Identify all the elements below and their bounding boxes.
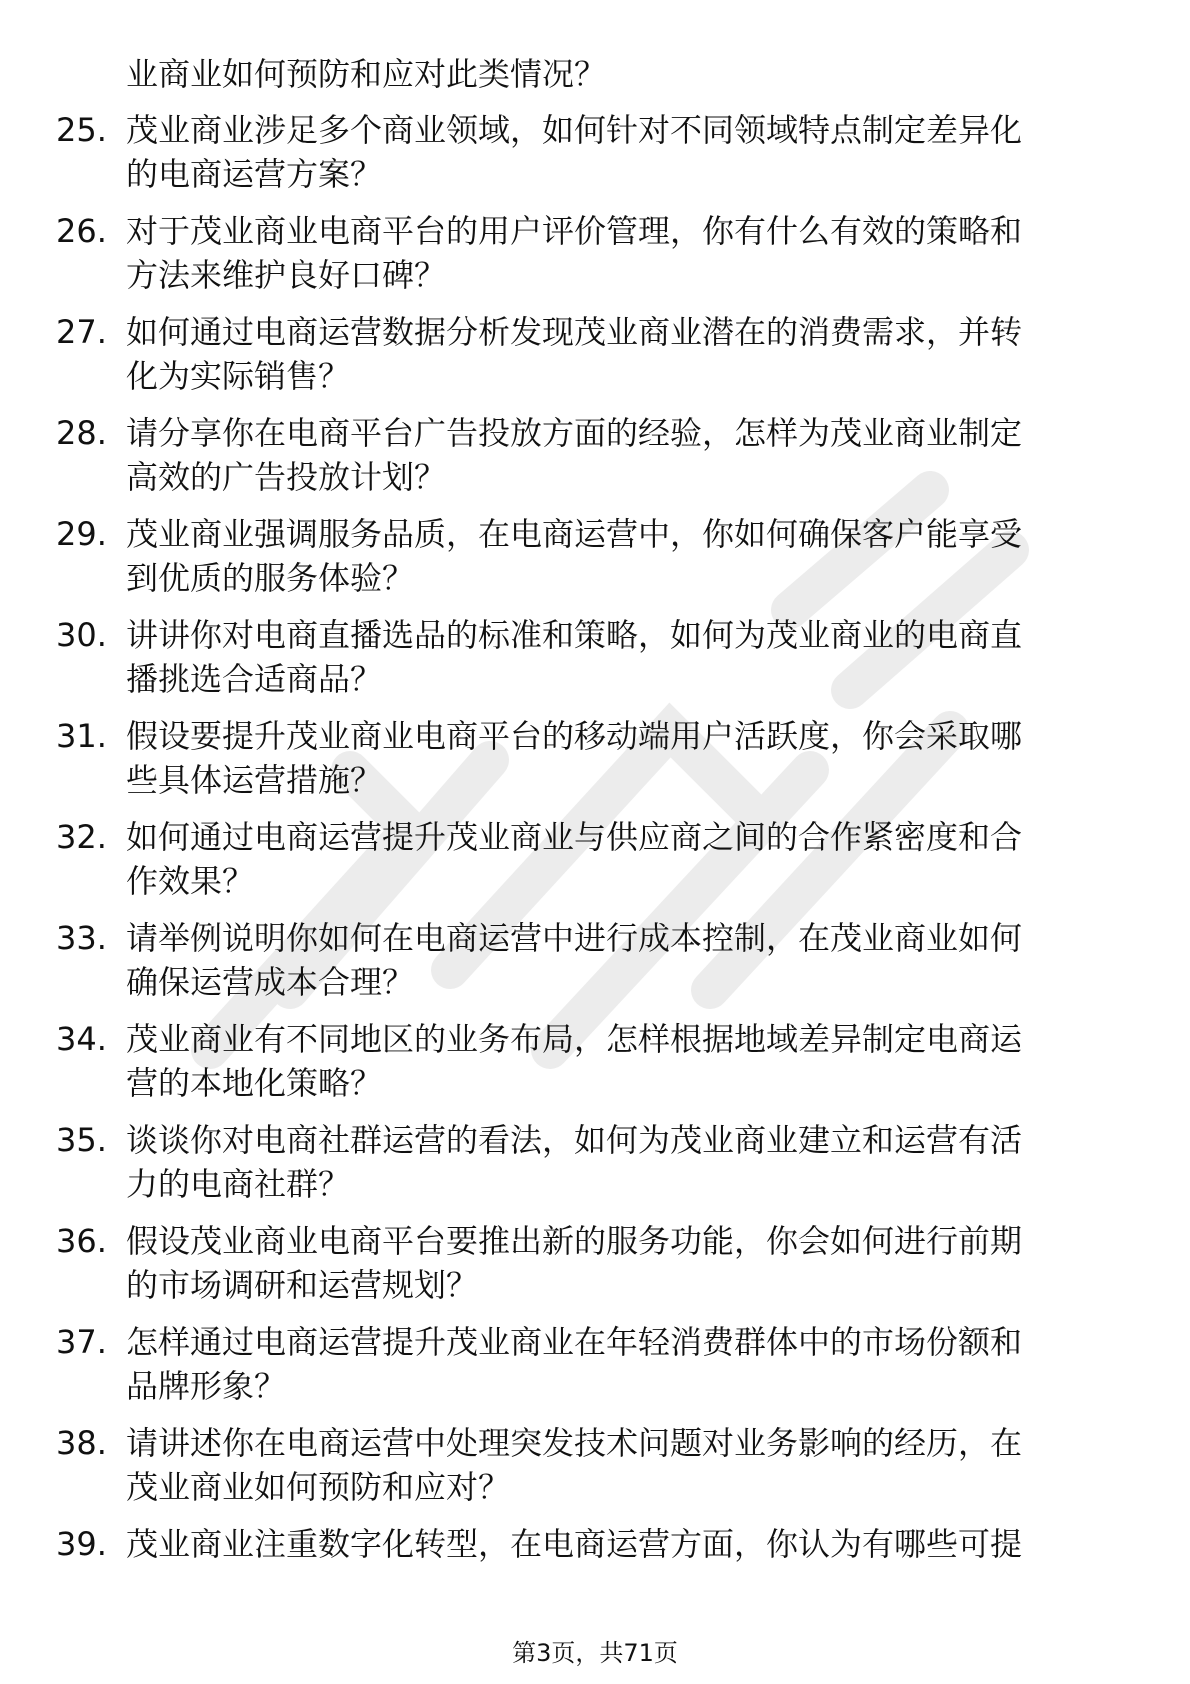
question-text <box>126 916 1116 1004</box>
question-text <box>126 613 1116 701</box>
question-text-line: 假设要提升茂业商业电商平台的移动端用户活跃度，你会采取哪 <box>126 717 1023 755</box>
question-text <box>126 209 1116 297</box>
question-text <box>126 1421 1116 1509</box>
question-text-line: 茂业商业如何预防和应对？ <box>126 1468 511 1506</box>
question-text <box>126 1118 1116 1206</box>
question-text <box>126 411 1116 499</box>
question-item <box>0 1118 1190 1219</box>
question-item <box>0 512 1190 613</box>
continuation-line: 业商业如何预防和应对此类情况？ <box>126 55 607 93</box>
question-item <box>0 916 1190 1017</box>
question-list <box>0 108 1190 1623</box>
question-text-line: 确保运营成本合理？ <box>126 963 415 1001</box>
question-number: 36. <box>56 1222 107 1260</box>
page-footer: 第3页，共71页 <box>512 1639 678 1667</box>
question-text <box>126 108 1116 196</box>
question-number: 38. <box>56 1424 107 1462</box>
question-text-line: 茂业商业有不同地区的业务布局，怎样根据地域差异制定电商运 <box>126 1020 1023 1058</box>
question-number: 26. <box>56 212 107 250</box>
question-text-line: 高效的广告投放计划？ <box>126 458 447 496</box>
question-text <box>126 310 1116 398</box>
question-text <box>126 1522 1116 1566</box>
question-text-line: 到优质的服务体验？ <box>126 559 415 597</box>
question-item <box>0 714 1190 815</box>
question-item <box>0 1017 1190 1118</box>
question-text <box>126 714 1116 802</box>
question-text <box>126 512 1116 600</box>
question-text-line: 假设茂业商业电商平台要推出新的服务功能，你会如何进行前期 <box>126 1222 1023 1260</box>
question-text-line: 作效果？ <box>126 862 255 900</box>
question-item <box>0 1320 1190 1421</box>
question-item <box>0 411 1190 512</box>
question-number: 29. <box>56 515 107 553</box>
question-number: 25. <box>56 111 107 149</box>
question-text-line: 茂业商业注重数字化转型，在电商运营方面，你认为有哪些可提 <box>126 1525 1023 1563</box>
question-text-line: 请分享你在电商平台广告投放方面的经验，怎样为茂业商业制定 <box>126 414 1023 452</box>
question-item <box>0 815 1190 916</box>
question-item <box>0 1219 1190 1320</box>
question-item <box>0 209 1190 310</box>
question-number: 39. <box>56 1525 107 1563</box>
question-item <box>0 1522 1190 1623</box>
question-number: 27. <box>56 313 107 351</box>
question-text-line: 如何通过电商运营提升茂业商业与供应商之间的合作紧密度和合 <box>126 818 1023 856</box>
question-text-line: 茂业商业涉足多个商业领域，如何针对不同领域特点制定差异化 <box>126 111 1023 149</box>
question-text-line: 怎样通过电商运营提升茂业商业在年轻消费群体中的市场份额和 <box>126 1323 1023 1361</box>
question-item <box>0 108 1190 209</box>
question-text-line: 讲讲你对电商直播选品的标准和策略，如何为茂业商业的电商直 <box>126 616 1023 654</box>
question-text-line: 些具体运营措施？ <box>126 761 383 799</box>
question-number: 30. <box>56 616 107 654</box>
question-number: 34. <box>56 1020 107 1058</box>
question-text-line: 谈谈你对电商社群运营的看法，如何为茂业商业建立和运营有活 <box>126 1121 1023 1159</box>
question-text-line: 品牌形象？ <box>126 1367 287 1405</box>
question-text-line: 方法来维护良好口碑？ <box>126 256 447 294</box>
question-text-line: 请讲述你在电商运营中处理突发技术问题对业务影响的经历，在 <box>126 1424 1023 1462</box>
question-number: 32. <box>56 818 107 856</box>
question-number: 28. <box>56 414 107 452</box>
question-text-line: 请举例说明你如何在电商运营中进行成本控制，在茂业商业如何 <box>126 919 1023 957</box>
question-item <box>0 613 1190 714</box>
question-text-line: 的市场调研和运营规划？ <box>126 1266 479 1304</box>
question-text-line: 播挑选合适商品？ <box>126 660 383 698</box>
question-text-line: 茂业商业强调服务品质，在电商运营中，你如何确保客户能享受 <box>126 515 1023 553</box>
question-item <box>0 1421 1190 1522</box>
question-text-line: 营的本地化策略？ <box>126 1064 383 1102</box>
question-number: 33. <box>56 919 107 957</box>
question-number: 35. <box>56 1121 107 1159</box>
question-item <box>0 310 1190 411</box>
question-text-line: 的电商运营方案？ <box>126 155 383 193</box>
question-number: 37. <box>56 1323 107 1361</box>
question-number: 31. <box>56 717 107 755</box>
question-text <box>126 1219 1116 1307</box>
question-text-line: 对于茂业商业电商平台的用户评价管理，你有什么有效的策略和 <box>126 212 1023 250</box>
question-text <box>126 1017 1116 1105</box>
question-text <box>126 1320 1116 1408</box>
question-text-line: 如何通过电商运营数据分析发现茂业商业潜在的消费需求，并转 <box>126 313 1023 351</box>
question-text-line: 力的电商社群？ <box>126 1165 351 1203</box>
question-text-line: 化为实际销售？ <box>126 357 351 395</box>
question-text <box>126 815 1116 903</box>
